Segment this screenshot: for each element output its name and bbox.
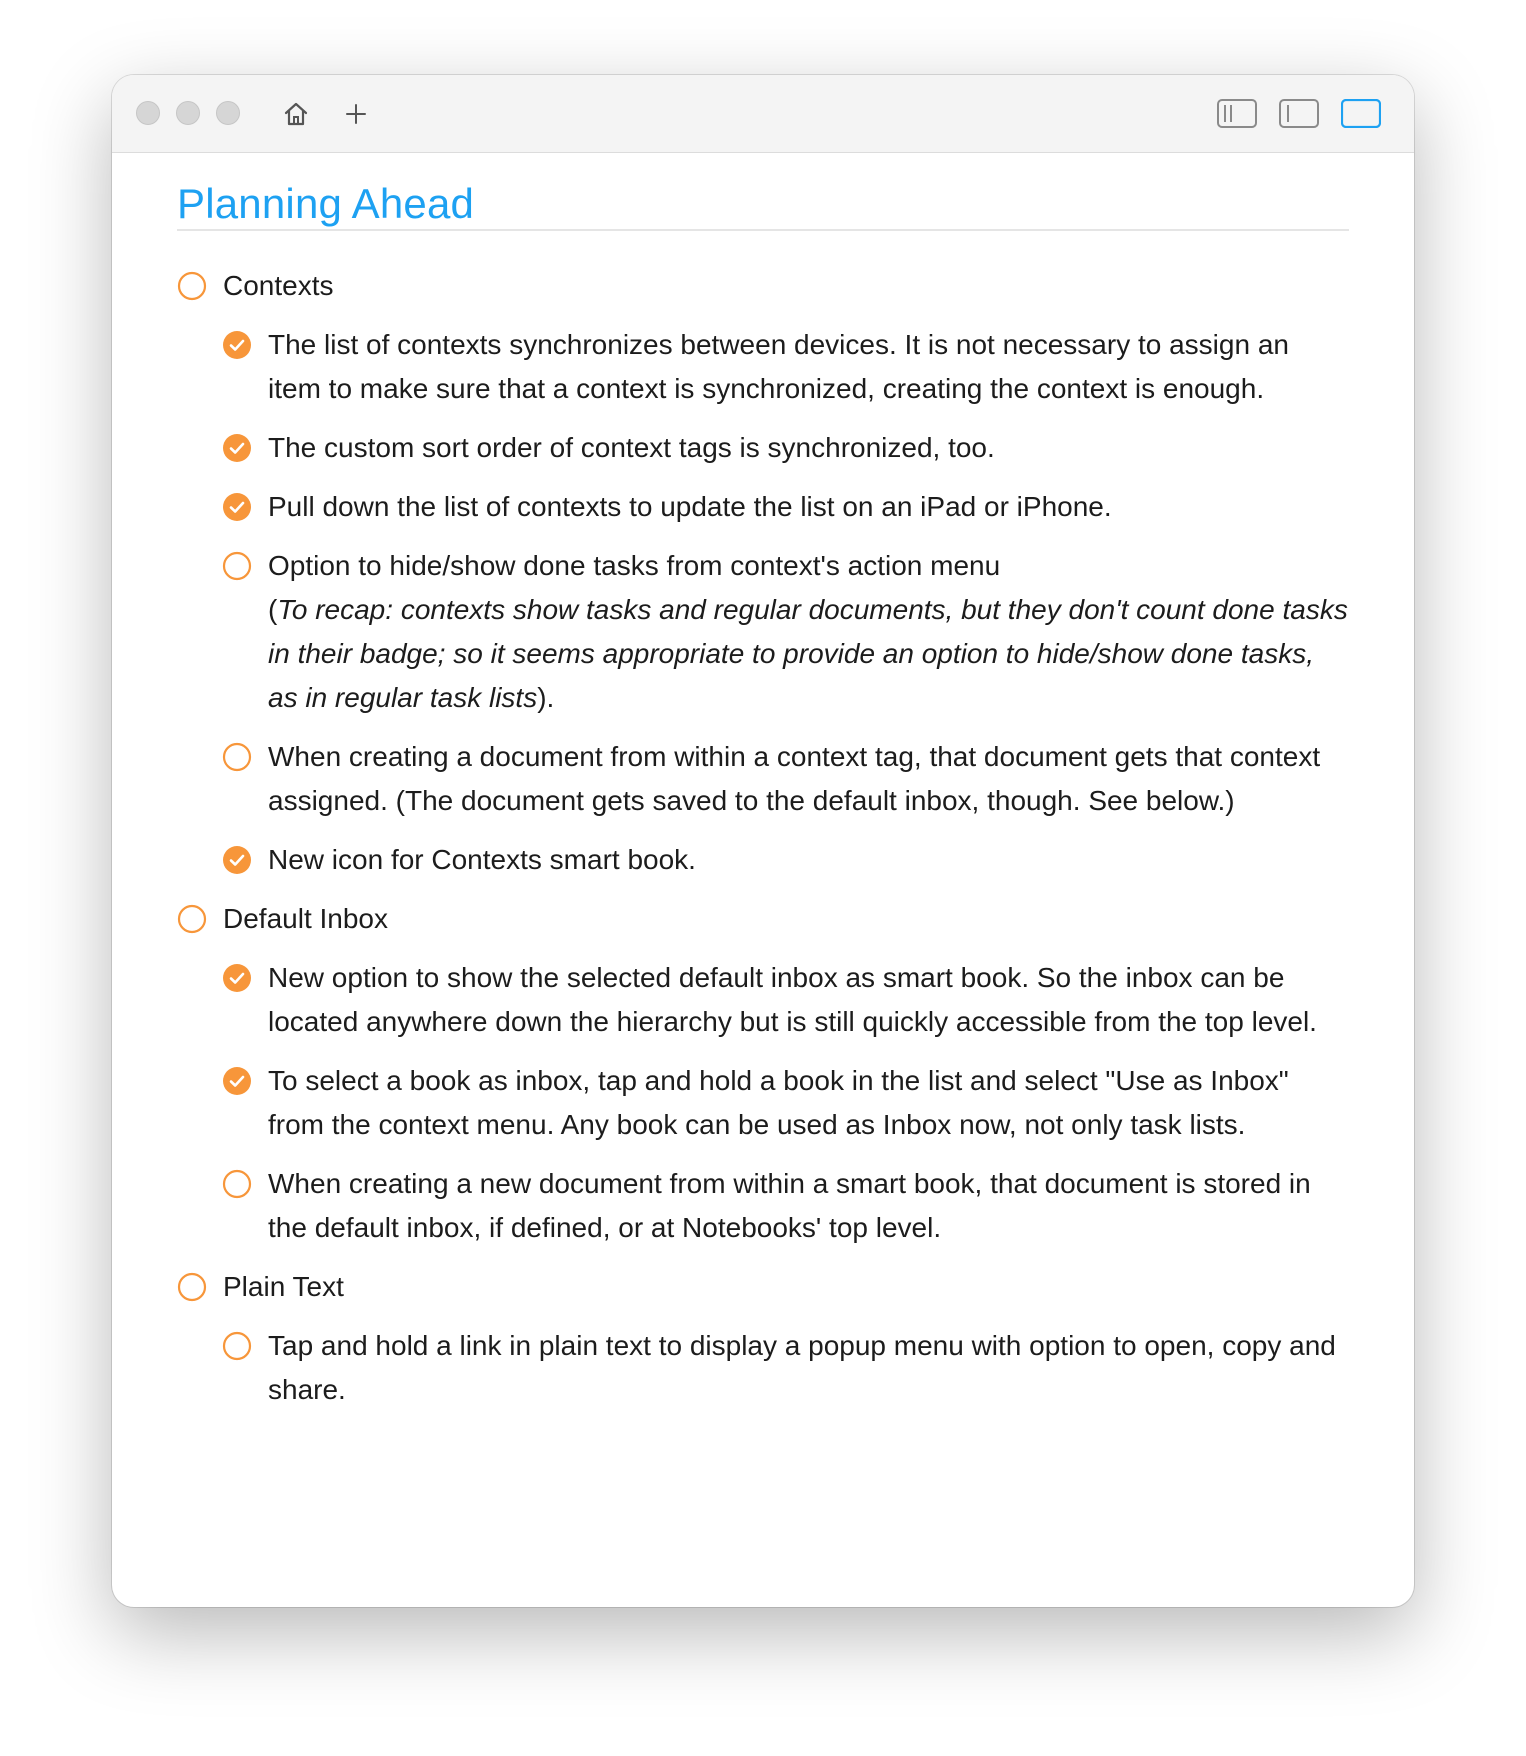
close-window-button[interactable] [136, 101, 160, 125]
list-item [177, 426, 1349, 470]
item-text: The custom sort order of context tags is synchronized, too. [268, 432, 995, 463]
list-item [177, 838, 1349, 882]
checkbox-checked-icon[interactable] [222, 845, 252, 875]
list-item [177, 323, 1349, 411]
item-text: Contexts [223, 270, 334, 301]
title-bar [112, 75, 1414, 153]
item-text: Option to hide/show done tasks from context's action menu [268, 550, 1001, 581]
task-list [177, 264, 1349, 1427]
item-text: The list of contexts synchronizes between devices. It is not necessary to assign an item to make sure that a context is synchronized, creating the context is enough. [268, 329, 1289, 404]
item-text: To select a book as inbox, tap and hold a book in the list and select "Use as Inbox" from the context menu. Any book can be used as Inbox now, not only task lists. [268, 1065, 1289, 1140]
checkbox-checked-icon[interactable] [222, 433, 252, 463]
item-text: Default Inbox [223, 903, 388, 934]
list-item [177, 264, 1349, 308]
single-pane-view-icon [1341, 99, 1381, 128]
zoom-window-button[interactable] [216, 101, 240, 125]
list-item [177, 544, 1349, 720]
checkbox-unchecked-icon[interactable] [222, 742, 252, 772]
checkbox-unchecked-icon[interactable] [222, 1169, 252, 1199]
two-pane-view-button[interactable] [1279, 99, 1319, 128]
add-button[interactable] [339, 97, 373, 131]
note-open: ( [268, 594, 278, 625]
three-pane-view-icon [1217, 99, 1257, 128]
checkbox-checked-icon[interactable] [222, 1066, 252, 1096]
list-item [177, 1324, 1349, 1412]
list-item [177, 485, 1349, 529]
checkbox-checked-icon[interactable] [222, 330, 252, 360]
document-content [177, 152, 1349, 1607]
checkbox-checked-icon[interactable] [222, 492, 252, 522]
item-text: When creating a new document from within a smart book, that document is stored in the default inbox, if defined, or at Notebooks' top level. [268, 1168, 1311, 1243]
checkbox-unchecked-icon[interactable] [177, 271, 207, 301]
list-item [177, 1059, 1349, 1147]
list-item [177, 735, 1349, 823]
minimize-window-button[interactable] [176, 101, 200, 125]
item-text: Pull down the list of contexts to update the list on an iPad or iPhone. [268, 491, 1112, 522]
three-pane-view-button[interactable] [1217, 99, 1257, 128]
list-item [177, 897, 1349, 941]
item-text: New icon for Contexts smart book. [268, 844, 696, 875]
home-button[interactable] [279, 97, 313, 131]
checkbox-unchecked-icon[interactable] [177, 1272, 207, 1302]
list-item [177, 1162, 1349, 1250]
two-pane-view-icon [1279, 99, 1319, 128]
item-note: To recap: contexts show tasks and regular documents, but they don't count done tasks in their badge; so it seems appropriate to provide an option to hide/show done tasks, as in regular task lists [268, 594, 1348, 713]
page-title: Planning Ahead [177, 180, 475, 227]
note-close: ). [537, 682, 555, 713]
item-text: When creating a document from within a context tag, that document gets that context assigned. (The document gets saved to the default inbox, though. See below.) [268, 741, 1321, 816]
home-icon [282, 100, 310, 128]
item-text: Plain Text [223, 1271, 344, 1302]
checkbox-unchecked-icon[interactable] [222, 1331, 252, 1361]
item-text: Tap and hold a link in plain text to display a popup menu with option to open, copy and share. [268, 1330, 1336, 1405]
list-item [177, 956, 1349, 1044]
title-divider [177, 229, 1349, 231]
checkbox-unchecked-icon[interactable] [222, 551, 252, 581]
item-text: New option to show the selected default inbox as smart book. So the inbox can be located anywhere down the hierarchy but is still quickly accessible from the top level. [268, 962, 1317, 1037]
checkbox-checked-icon[interactable] [222, 963, 252, 993]
checkbox-unchecked-icon[interactable] [177, 904, 207, 934]
app-window [112, 75, 1414, 1607]
plus-icon [344, 102, 368, 126]
list-item [177, 1265, 1349, 1309]
single-pane-view-button[interactable] [1341, 99, 1381, 128]
